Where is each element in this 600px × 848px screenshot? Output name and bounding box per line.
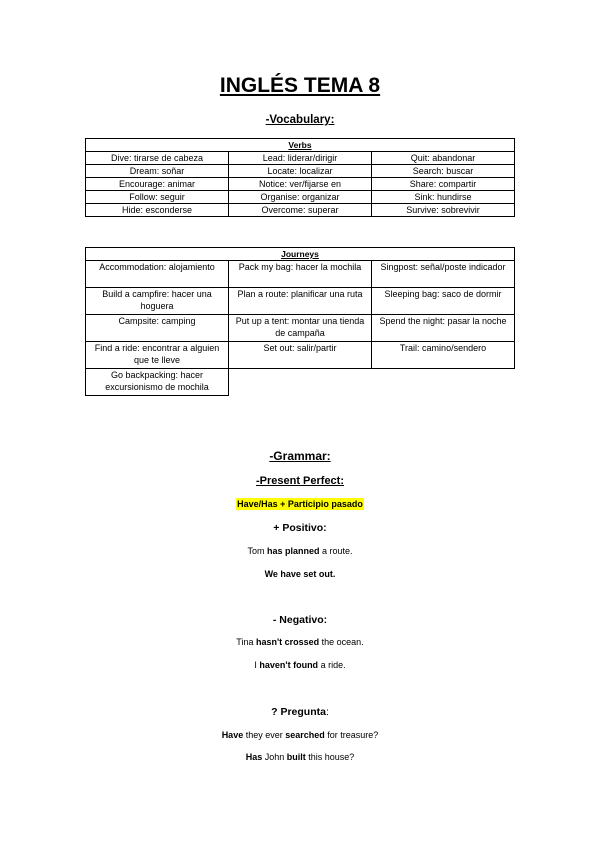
question-heading: ? Pregunta: <box>271 706 329 718</box>
table-cell: Pack my bag: hacer la mochila <box>229 261 372 288</box>
table-cell: Trail: camino/sendero <box>372 342 515 369</box>
example-sentence: Tom has planned a route. <box>247 546 353 556</box>
table-cell: Survive: sobrevivir <box>372 204 515 217</box>
table-row <box>86 191 515 204</box>
table-row <box>86 165 515 178</box>
page-title: INGLÉS TEMA 8 <box>219 74 381 97</box>
empty-cell <box>229 369 372 396</box>
journeys-table <box>85 247 515 396</box>
table-cell: Campsite: camping <box>86 315 229 342</box>
table-cell: Encourage: animar <box>86 178 229 191</box>
verbs-table-header: Verbs <box>86 139 515 152</box>
example-sentence: We have set out. <box>264 569 336 579</box>
table-cell: Organise: organizar <box>229 191 372 204</box>
table-cell: Quit: abandonar <box>372 152 515 165</box>
table-row <box>86 342 515 369</box>
vocabulary-heading: -Vocabulary: <box>265 114 335 126</box>
table-cell: Lead: liderar/dirigir <box>229 152 372 165</box>
table-cell: Go backpacking: hacer excursionismo de mochila <box>86 369 229 396</box>
table-row <box>86 369 515 396</box>
table-cell: Follow: seguir <box>86 191 229 204</box>
table-cell: Singpost: señal/poste indicador <box>372 261 515 288</box>
present-perfect-heading: -Present Perfect: <box>255 475 345 487</box>
verbs-table <box>85 138 515 217</box>
example-sentence: Tina hasn't crossed the ocean. <box>236 637 364 647</box>
table-cell: Search: buscar <box>372 165 515 178</box>
table-cell: Overcome: superar <box>229 204 372 217</box>
table-row <box>86 288 515 315</box>
table-row <box>86 178 515 191</box>
empty-cell <box>372 369 515 396</box>
table-row <box>86 204 515 217</box>
table-cell: Put up a tent: montar una tienda de campaña <box>229 315 372 342</box>
table-cell: Hide: esconderse <box>86 204 229 217</box>
table-cell: Dive: tirarse de cabeza <box>86 152 229 165</box>
table-cell: Share: compartir <box>372 178 515 191</box>
table-cell: Accommodation: alojamiento <box>86 261 229 288</box>
present-perfect-formula <box>0 499 600 509</box>
example-sentence: I haven't found a ride. <box>254 660 346 670</box>
table-cell: Spend the night: pasar la noche <box>372 315 515 342</box>
example-sentence: Has John built this house? <box>245 752 355 762</box>
table-cell: Dream: soñar <box>86 165 229 178</box>
table-row <box>86 261 515 288</box>
table-cell: Find a ride: encontrar a alguien que te lleve <box>86 342 229 369</box>
table-row <box>86 152 515 165</box>
table-cell: Sink: hundirse <box>372 191 515 204</box>
grammar-heading: -Grammar: <box>269 449 331 463</box>
table-cell: Plan a route: planificar una ruta <box>229 288 372 315</box>
positive-heading: + Positivo: <box>273 522 327 534</box>
negative-heading: - Negativo: <box>272 614 328 626</box>
table-cell: Build a campfire: hacer una hoguera <box>86 288 229 315</box>
example-sentence: Have they ever searched for treasure? <box>221 730 379 740</box>
table-cell: Set out: salir/partir <box>229 342 372 369</box>
journeys-table-header: Journeys <box>86 248 515 261</box>
table-cell: Notice: ver/fijarse en <box>229 178 372 191</box>
table-row <box>86 315 515 342</box>
table-cell: Locate: localizar <box>229 165 372 178</box>
highlighted-formula: Have/Has + Participio pasado <box>237 499 363 509</box>
table-cell: Sleeping bag: saco de dormir <box>372 288 515 315</box>
